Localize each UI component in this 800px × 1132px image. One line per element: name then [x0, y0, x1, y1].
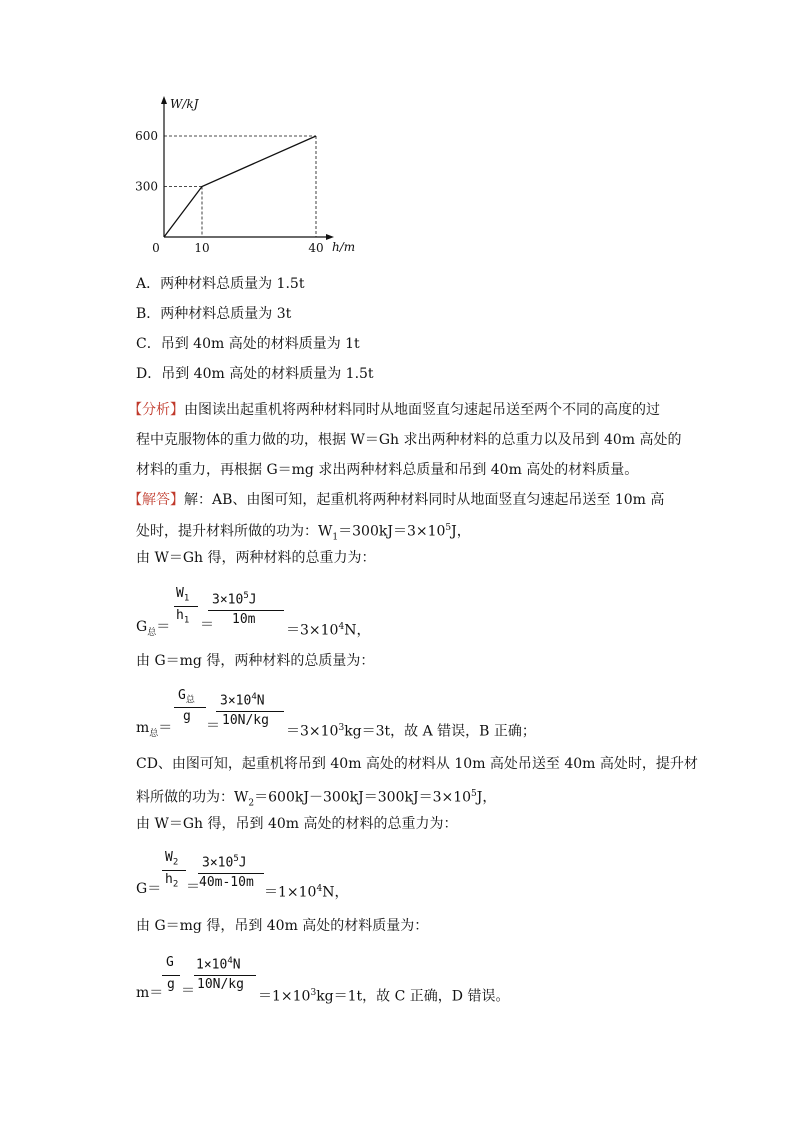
f1-eq: ＝	[156, 619, 171, 635]
f2-den2: 10N/kg	[222, 713, 269, 728]
f1-num2-unit: J	[248, 592, 257, 608]
solution-l6a: 料所做的功为：W	[136, 789, 249, 806]
solution-l6b: ＝600kJ－300kJ＝300kJ＝3×10	[254, 789, 472, 806]
f3-num1-sub: 2	[172, 857, 179, 868]
f4-result-unit: kg＝1t，故 C 正确，D 错误。	[316, 988, 510, 1005]
y-axis-label: W/kJ	[170, 97, 199, 111]
f1-bar2	[208, 610, 284, 611]
f1-prefix	[136, 617, 170, 643]
f2-eq: ＝	[158, 720, 173, 736]
f3-bar1	[162, 870, 186, 871]
f3-den1-text: h	[165, 872, 173, 887]
f4-prefix-text: m	[136, 985, 150, 1001]
f3-bar2	[198, 873, 264, 874]
f2-num1-text: G	[178, 688, 186, 703]
f3-den1	[165, 872, 178, 890]
f3-num2-text: 3×10	[202, 855, 234, 871]
solution-l2-sup: 5	[445, 523, 452, 533]
f1-num2-sup: 5	[243, 591, 249, 601]
x-tick-label-2: 40	[308, 241, 324, 255]
solution-l6c: J，	[476, 789, 497, 806]
solution-line-1	[128, 490, 664, 510]
f4-num2	[196, 956, 241, 972]
solution-l6-sub: 2	[248, 798, 255, 809]
solution-line-8: 由 G＝mg 得，吊到 40m 高处的材料质量为：	[136, 918, 429, 934]
f4-bar1	[162, 975, 180, 976]
f1-num2	[212, 591, 257, 607]
solution-line-3: 由 W＝Gh 得，两种材料的总重力为：	[136, 550, 376, 566]
f3-num2	[202, 854, 247, 870]
f3-num1-text: W	[165, 850, 173, 865]
solution-line-5: CD、由图可知，起重机将吊到 40m 高处的材料从 10m 高处吊送至 40m 高处时，提升材	[136, 756, 698, 772]
analysis-line-3: 材料的重力，再根据 G＝mg 求出两种材料总质量和吊到 40m 高处的材料质量。	[136, 462, 639, 478]
analysis-line-2: 程中克服物体的重力做的功，根据 W＝Gh 求出两种材料的总重力以及吊到 40m 高处的	[136, 432, 682, 448]
f3-eq2: ＝	[186, 879, 200, 895]
solution-line-4: 由 G＝mg 得，两种材料的总质量为：	[136, 653, 375, 669]
f4-result-text: ＝1×10	[258, 988, 311, 1005]
f4-result	[258, 983, 509, 1007]
f2-num2	[220, 692, 265, 708]
option-c: C．吊到 40m 高处的材料质量为 1t	[136, 336, 360, 352]
f3-num2-unit: J	[238, 855, 247, 871]
origin-label: 0	[152, 241, 160, 255]
f2-num2-unit: N	[256, 693, 265, 709]
f3-prefix	[136, 879, 161, 899]
f1-result-sup: 4	[338, 622, 345, 632]
option-a: A．两种材料总质量为 1.5t	[136, 276, 305, 292]
f1-prefix-text: G	[136, 619, 148, 635]
f2-eq2: ＝	[206, 718, 220, 734]
option-d: D．吊到 40m 高处的材料质量为 1.5t	[136, 366, 374, 382]
f4-num2-sup: 4	[227, 956, 233, 966]
f1-result-unit: N，	[344, 622, 371, 639]
f1-den1	[176, 608, 189, 626]
f4-eq: ＝	[149, 985, 164, 1001]
solution-text-1: 解：AB、由图可知，起重机将两种材料同时从地面竖直匀速起吊送至 10m 高	[184, 492, 665, 508]
f2-result-sup: 3	[338, 723, 345, 733]
f1-result	[286, 617, 370, 641]
y-tick-label-1: 600	[135, 129, 158, 143]
y-tick-label-0: 300	[135, 179, 158, 194]
solution-line-7: 由 W＝Gh 得，吊到 40m 高处的材料的总重力为：	[136, 816, 458, 832]
f4-num1: G	[166, 955, 174, 970]
f1-den1-sub: 1	[183, 615, 190, 626]
f2-num1-sub: 总	[185, 695, 195, 706]
f1-bar1	[174, 606, 198, 607]
f3-result-unit: N，	[322, 884, 349, 901]
x-axis-label: h/m	[332, 240, 356, 254]
f1-num1-text: W	[176, 586, 184, 601]
f2-prefix-sub: 总	[149, 728, 159, 739]
f1-den2: 10m	[232, 612, 256, 627]
f4-num2-unit: N	[232, 957, 241, 973]
y-axis-arrow	[161, 96, 167, 104]
f4-bar2	[194, 975, 256, 976]
f4-result-sup: 3	[310, 988, 317, 998]
f1-den1-text: h	[176, 608, 184, 623]
f2-num2-text: 3×10	[220, 693, 252, 709]
f2-num1	[178, 688, 195, 706]
f2-den1: g	[183, 709, 191, 724]
solution-l2a: 处时，提升材料所做的功为：W	[136, 523, 333, 540]
f1-eq2: ＝	[200, 617, 214, 633]
solution-l2c: J，	[451, 523, 471, 540]
f4-prefix	[136, 983, 163, 1003]
analysis-tag: 【分析】	[128, 402, 184, 418]
f3-result-text: ＝1×10	[264, 884, 317, 901]
solution-line-2	[136, 518, 471, 547]
f2-num2-sup: 4	[251, 692, 257, 702]
solution-tag: 【解答】	[128, 492, 184, 508]
f4-den1: g	[167, 977, 175, 992]
f1-num2-text: 3×10	[212, 592, 244, 608]
analysis-line-1	[128, 400, 660, 420]
f2-result	[286, 718, 536, 742]
f3-eq: ＝	[147, 881, 162, 897]
f3-den1-sub: 2	[172, 879, 179, 890]
solution-l6-sup: 5	[471, 789, 477, 799]
solution-l2-sub: 1	[332, 532, 339, 543]
work-height-chart	[130, 90, 360, 260]
f3-result-sup: 4	[316, 884, 323, 894]
option-b: B．两种材料总质量为 3t	[136, 306, 292, 322]
analysis-text-1: 由图读出起重机将两种材料同时从地面竖直匀速起吊送至两个不同的高度的过	[184, 402, 660, 418]
x-tick-label-1: 10	[194, 241, 210, 255]
f1-prefix-sub: 总	[147, 627, 157, 638]
f1-num1-sub: 1	[183, 593, 190, 604]
solution-l2b: ＝300kJ＝3×10	[338, 523, 446, 540]
f2-result-text: ＝3×10	[286, 723, 339, 740]
f4-num2-text: 1×10	[196, 957, 228, 973]
f4-den2: 10N/kg	[197, 977, 244, 992]
f1-num1	[176, 586, 189, 604]
f1-result-text: ＝3×10	[286, 622, 339, 639]
f3-den2: 40m-10m	[199, 875, 254, 890]
f3-prefix-text: G	[136, 881, 148, 897]
f2-prefix-text: m	[136, 720, 150, 736]
f3-num2-sup: 5	[233, 854, 239, 864]
f2-prefix	[136, 718, 172, 744]
f2-result-unit: kg＝3t，故 A 错误，B 正确；	[344, 723, 536, 740]
f2-bar1	[174, 707, 206, 708]
f3-num1	[165, 850, 178, 868]
solution-line-6	[136, 784, 496, 813]
f4-eq2: ＝	[181, 983, 195, 999]
f3-result	[264, 879, 348, 903]
f2-bar2	[216, 711, 284, 712]
